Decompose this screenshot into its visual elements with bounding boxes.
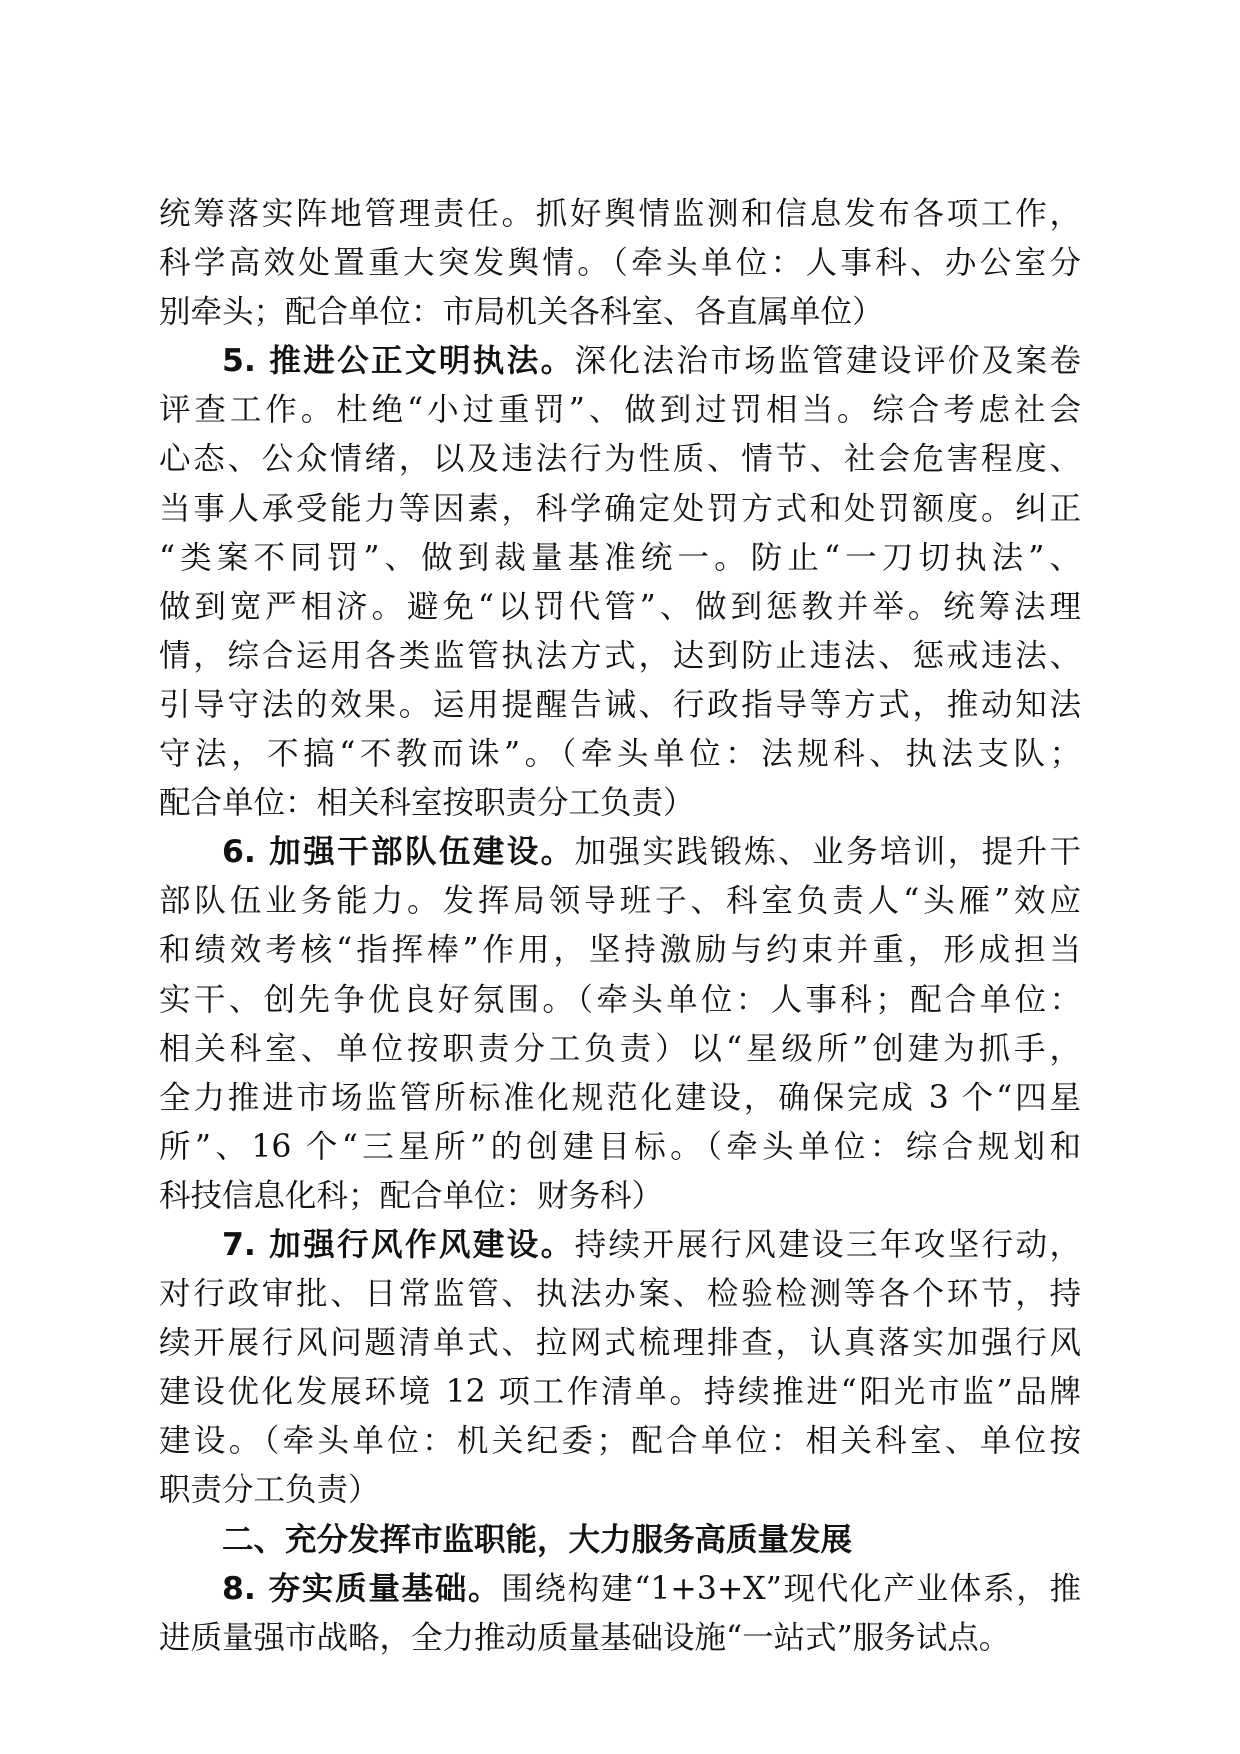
text-line: 进质量强市战略，全力推动质量基础设施“一站式”服务试点。 <box>159 1619 1011 1656</box>
text-line: 情，综合运用各类监管执法方式，达到防止违法、惩戒违法、 <box>159 637 1081 674</box>
text-line: 科学高效处置重大突发舆情。（牵头单位：人事科、办公室分 <box>159 245 1081 282</box>
item-heading: 7. 加强行风作风建设。 <box>222 1226 575 1263</box>
item-text: 加强实践锻炼、业务培训，提升干 <box>574 834 1081 871</box>
text-line: 续开展行风问题清单式、拉网式梳理排查，认真落实加强行风 <box>159 1325 1081 1362</box>
text-line: 别牵头；配合单位：市局机关各科室、各直属单位） <box>159 294 884 331</box>
text-line: 引导守法的效果。运用提醒告诫、行政指导等方式，推动知法 <box>159 686 1081 723</box>
text-line: 实干、创先争优良好氛围。（牵头单位：人事科；配合单位： <box>159 981 1081 1018</box>
item-heading: 5. 推进公正文明执法。 <box>222 343 575 380</box>
text-line <box>159 1565 1081 1614</box>
text-line: 做到宽严相济。避免“以罚代管”、做到惩教并举。统筹法理 <box>159 588 1081 625</box>
text-line: 守法，不搞“不教而诛”。（牵头单位：法规科、执法支队； <box>159 736 1081 773</box>
item-heading: 6. 加强干部队伍建设。 <box>222 834 575 871</box>
text-line: 当事人承受能力等因素，科学确定处罚方式和处罚额度。纠正 <box>159 490 1081 527</box>
paragraph-item-5 <box>159 337 1081 828</box>
text-line <box>159 828 1081 877</box>
text-line: 配合单位：相关科室按职责分工负责） <box>159 785 695 822</box>
section-title: 二、充分发挥市监职能，大力服务高质量发展 <box>222 1521 853 1558</box>
text-line: 全力推进市场监管所标准化规范化建设，确保完成 3 个“四星 <box>159 1079 1081 1116</box>
text-line <box>159 337 1081 386</box>
text-line: 统筹落实阵地管理责任。抓好舆情监测和信息发布各项工作， <box>159 196 1081 232</box>
document-page <box>159 190 1081 1663</box>
paragraph-item-6 <box>159 828 1081 1221</box>
text-line: 心态、公众情绪，以及违法行为性质、情节、社会危害程度、 <box>159 441 1081 478</box>
text-line: 评查工作。杜绝“小过重罚”、做到过罚相当。综合考虑社会 <box>159 392 1081 429</box>
text-line: 建设优化发展环境 12 项工作清单。持续推进“阳光市监”品牌 <box>159 1374 1081 1411</box>
text-line: 建设。（牵头单位：机关纪委；配合单位：相关科室、单位按 <box>159 1423 1081 1460</box>
section-heading-2 <box>159 1516 1081 1565</box>
text-line: 相关科室、单位按职责分工负责）以“星级所”创建为抓手， <box>159 1030 1081 1067</box>
item-text: 持续开展行风建设三年攻坚行动， <box>574 1226 1081 1263</box>
text-line: 部队伍业务能力。发挥局领导班子、科室负责人“头雁”效应 <box>159 883 1081 920</box>
text-line: 职责分工负责） <box>159 1472 380 1509</box>
text-line <box>159 1221 1081 1270</box>
text-line: 和绩效考核“指挥棒”作用，坚持激励与约束并重，形成担当 <box>159 932 1081 969</box>
text-line: 对行政审批、日常监管、执法办案、检验检测等各个环节，持 <box>159 1276 1081 1313</box>
item-heading: 8. 夯实质量基础。 <box>222 1570 502 1607</box>
paragraph-item-7 <box>159 1221 1081 1516</box>
paragraph-item-8 <box>159 1565 1081 1663</box>
item-text: 深化法治市场监管建设评价及案卷 <box>574 343 1081 380</box>
text-line: 科技信息化科；配合单位：财务科） <box>159 1177 664 1214</box>
item-text: 围绕构建“1+3+X”现代化产业体系，推 <box>501 1570 1081 1607</box>
text-line: “类案不同罚”、做到裁量基准统一。防止“一刀切执法”、 <box>159 539 1081 576</box>
text-line: 所”、16 个“三星所”的创建目标。（牵头单位：综合规划和 <box>159 1128 1081 1165</box>
paragraph-0 <box>159 190 1081 337</box>
